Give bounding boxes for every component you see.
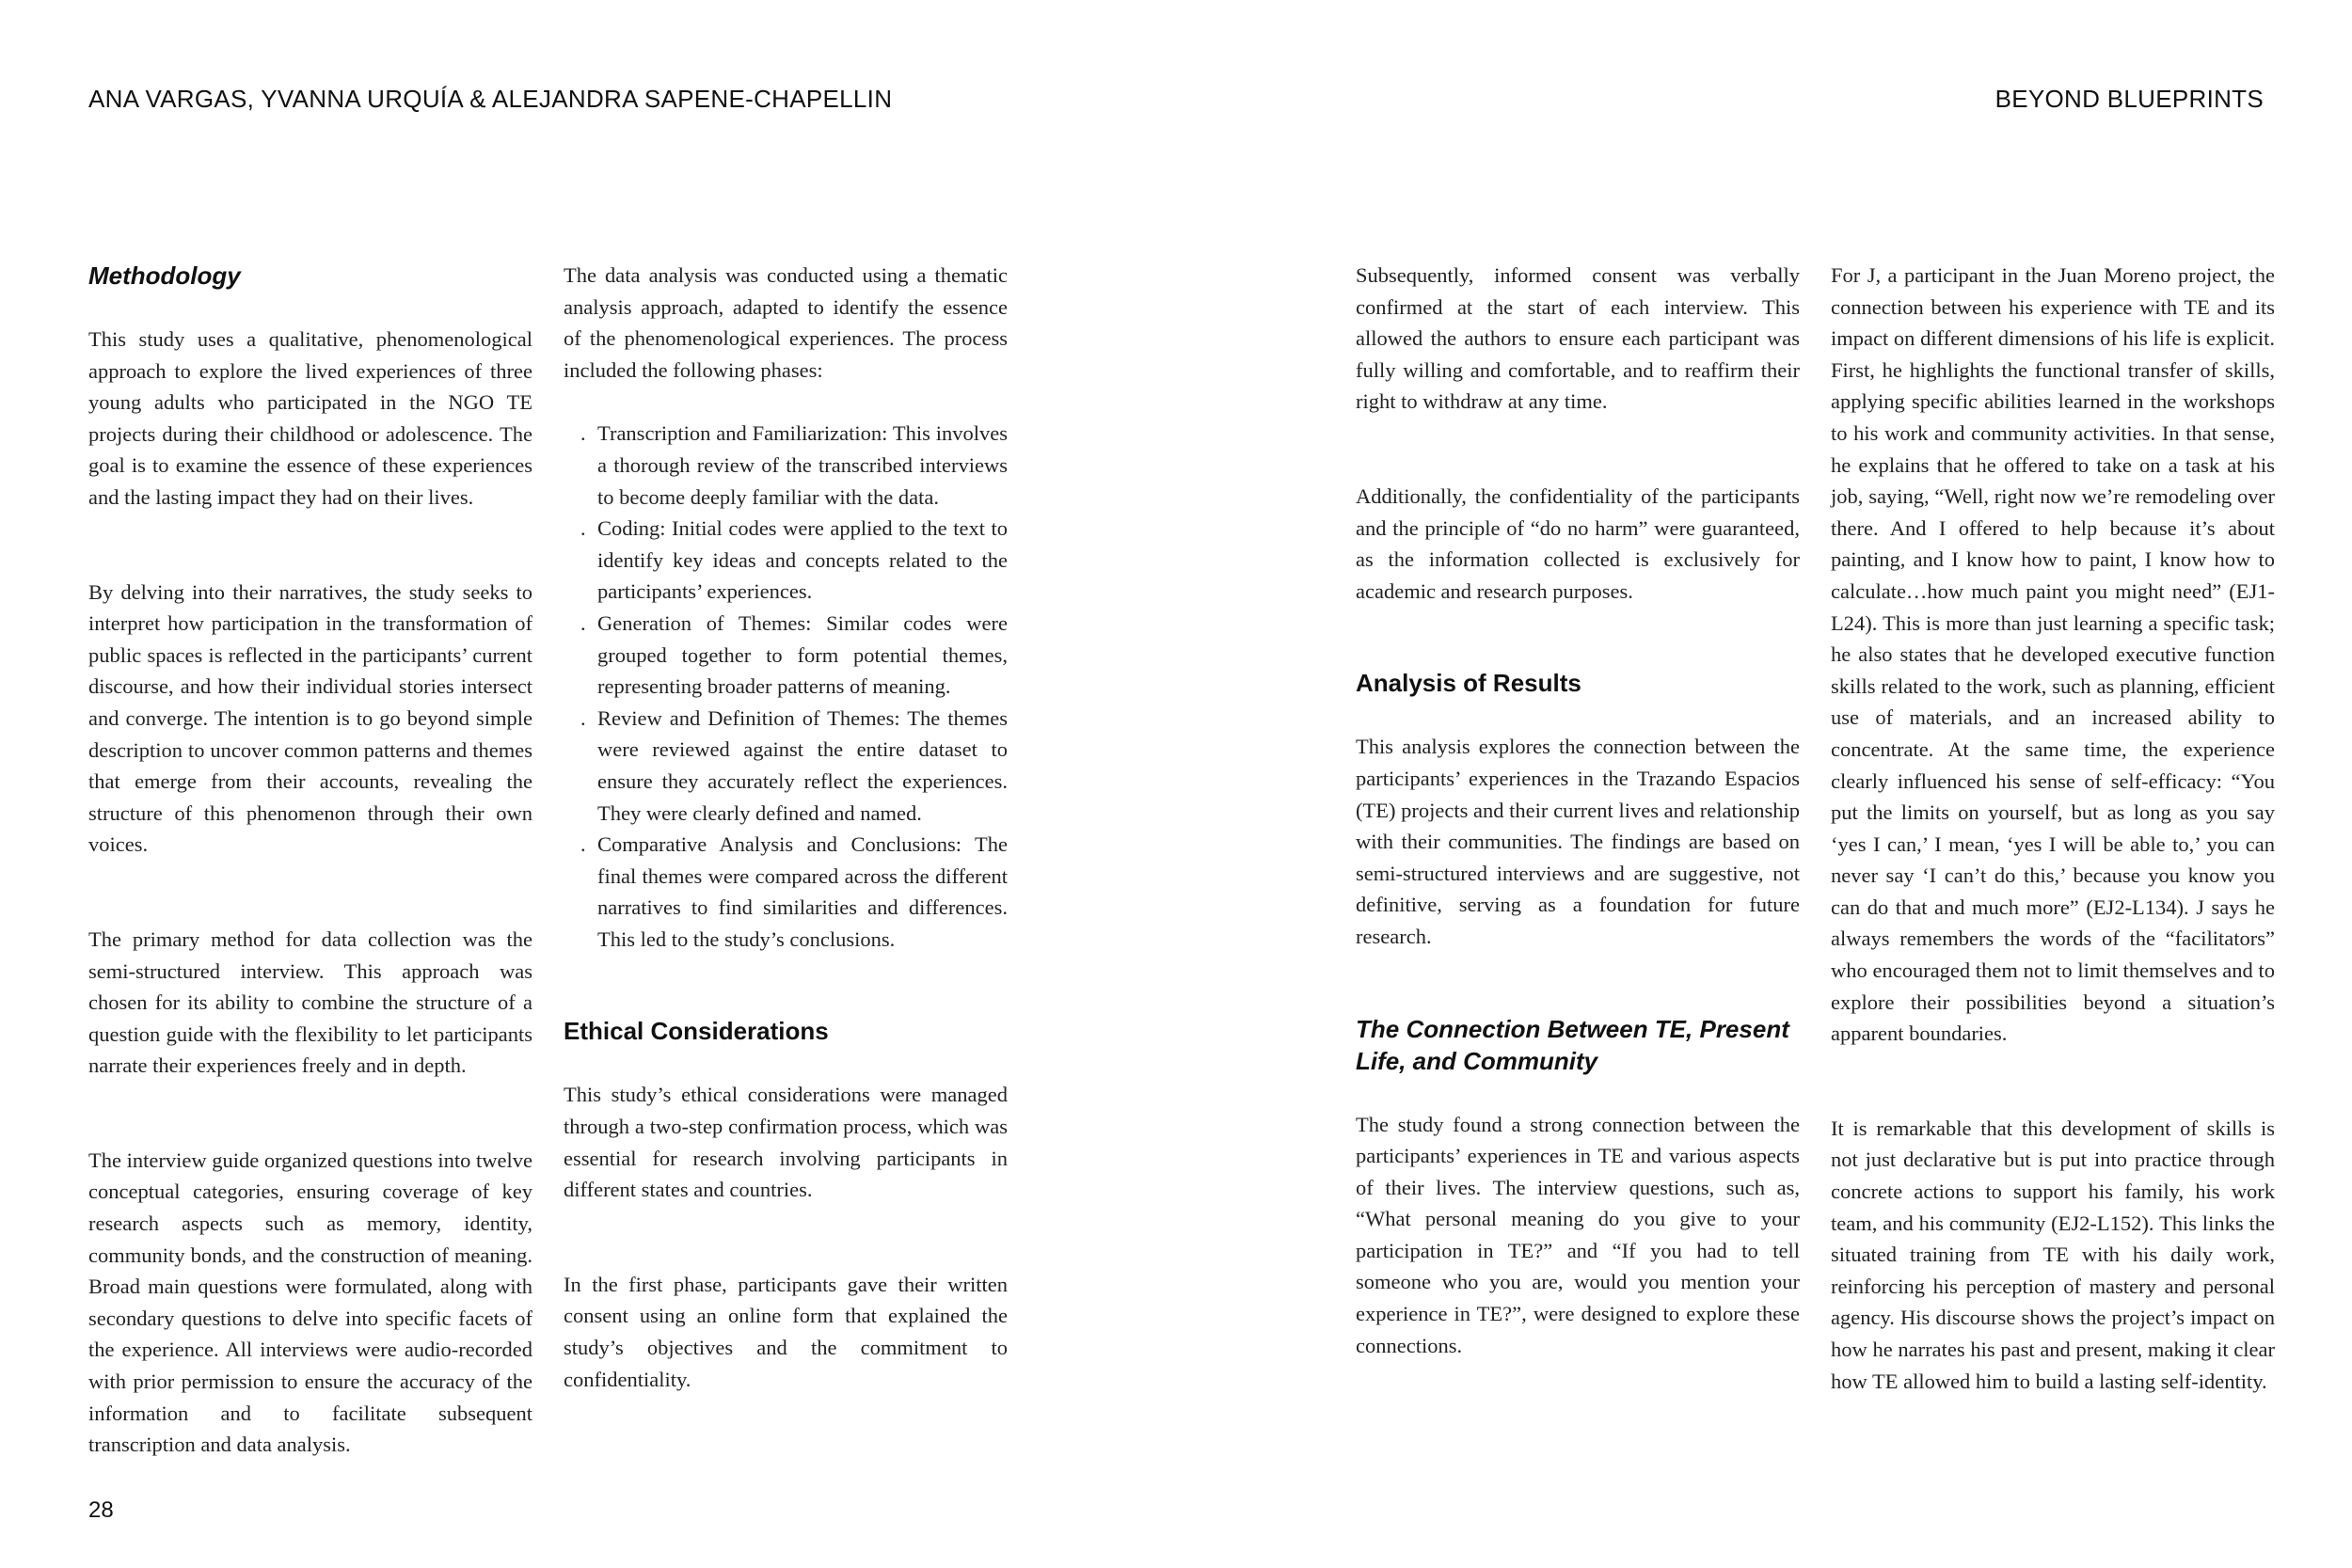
phase-list-item: . Review and Definition of Themes: The themes were reviewed against the entire dataset to ensure they accurately reflect the experiences. They were clearly defined and named. [564, 703, 1008, 829]
column-3 [1356, 260, 1800, 1361]
paragraph: The data analysis was conducted using a thematic analysis approach, adapted to identify the essence of the phenomenological experiences. The process included the following phases: [564, 263, 1008, 382]
page-number: 28 [88, 1497, 114, 1523]
paragraph: This analysis explores the connection between the participants’ experiences in the Trazando Espacios (TE) projects and their current lives and relationship with their communities. The findings are based on semi-structured interviews and are suggestive, not definitive, serving as a foundation for future research. [1356, 735, 1800, 948]
paragraph: In the first phase, participants gave their written consent using an online form that explained the study’s objectives and the commitment to confidentiality. [564, 1272, 1008, 1391]
phase-list [564, 418, 1008, 955]
paragraph: The interview guide organized questions into twelve conceptual categories, ensuring coverage of key research aspects such as memory, identity, community bonds, and the construction of meaning. Broad main questions were formulated, along with secondary questions to delve into specific facets of the experience. All interviews were audio-recorded with prior permission to ensure the accuracy of the information and to facilitate subsequent transcription and data analysis. [88, 1148, 532, 1457]
paragraph: The primary method for data collection was the semi-structured interview. This approach was chosen for its ability to combine the structure of a question guide with the flexibility to let participants narrate their experiences freely and in depth. [88, 927, 532, 1078]
column-1 [88, 260, 532, 1461]
phase-list-item: . Comparative Analysis and Conclusions: The final themes were compared across the different narratives to find similarities and differences. This led to the study’s conclusions. [564, 829, 1008, 955]
paragraph: This study uses a qualitative, phenomenological approach to explore the lived experiences of three young adults who participated in the NGO TE projects during their childhood or adolescence. The goal is to examine the essence of these experiences and the lasting impact they had on their lives. [88, 327, 532, 509]
paragraph: Subsequently, informed consent was verbally confirmed at the start of each interview. This allowed the authors to ensure each participant was fully willing and comfortable, and to reaffirm their right to withdraw at any time. [1356, 263, 1800, 414]
subheading-connection: The Connection Between TE, Present Life, and Community [1356, 1014, 1789, 1075]
phase-list-item: . Coding: Initial codes were applied to the text to identify key ideas and concepts related to the participants’ experiences. [564, 513, 1008, 608]
phase-list-item: . Transcription and Familiarization: This involves a thorough review of the transcribed interviews to become deeply familiar with the data. [564, 418, 1008, 513]
paragraph: By delving into their narratives, the study seeks to interpret how participation in the transformation of public spaces is reflected in the participants’ current discourse, and how their individual stories intersect and converge. The intention is to go beyond simple description to uncover common patterns and themes that emerge from their accounts, revealing the structure of this phenomenon through their own voices. [88, 579, 532, 857]
paragraph: Additionally, the confidentiality of the participants and the principle of “do no harm” were guaranteed, as the information collected is exclusively for academic and research purposes. [1356, 483, 1800, 603]
paragraph: This study’s ethical considerations were managed through a two-step confirmation process, which was essential for research involving participants in different states and countries. [564, 1083, 1008, 1202]
column-2 [564, 260, 1008, 1395]
running-head-title: BEYOND BLUEPRINTS [1994, 85, 2264, 113]
running-head-authors: ANA VARGAS, YVANNA URQUÍA & ALEJANDRA SAPENE-CHAPELLIN [88, 85, 893, 113]
heading-methodology: Methodology [88, 261, 241, 290]
paragraph: It is remarkable that this development of skills is not just declarative but is put into practice through concrete actions to support his family, his work team, and his community (EJ2-L152). This links the situated training from TE with his daily work, reinforcing his perception of mastery and personal agency. His discourse shows the project’s impact on how he narrates his past and present, making it clear how TE allowed him to build a lasting self-identity. [1831, 1116, 2275, 1393]
heading-ethical-considerations: Ethical Considerations [564, 1017, 829, 1046]
phase-list-item: . Generation of Themes: Similar codes were grouped together to form potential themes, representing broader patterns of meaning. [564, 608, 1008, 703]
paragraph: The study found a strong connection between the participants’ experiences in TE and various aspects of their lives. The interview questions, such as, “What personal meaning do you give to your participation in TE?” and “If you had to tell someone who you are, would you mention your experience in TE?”, were designed to explore these connections. [1356, 1112, 1800, 1357]
heading-analysis-of-results: Analysis of Results [1356, 669, 1581, 698]
column-4 [1831, 260, 2275, 1397]
paragraph: For J, a participant in the Juan Moreno project, the connection between his experience with TE and its impact on different dimensions of his life is explicit. First, he highlights the functional transfer of skills, applying specific abilities learned in the workshops to his work and community activities. In that sense, he explains that he offered to take on a task at his job, saying, “Well, right now we’re remodeling over there. And I offered to help because it’s about painting, and I know how to paint, I know how to calculate…how much paint you might need” (EJ1-L24). This is more than just learning a specific task; he also states that he developed executive function skills related to the work, such as planning, efficient use of materials, and an increased ability to concentrate. At the same time, the experience clearly influenced his sense of self-efficacy: “You put the limits on yourself, but as long as you say ‘yes I can,’ I mean, ‘yes I will be able to,’ you can never say ‘I can’t do this,’ because you know you can do that and much more” (EJ2-L134). J says he always remembers the words of the “facilitators” who encouraged them not to limit themselves and to explore their possibilities beyond a situation’s apparent boundaries. [1831, 263, 2275, 1046]
